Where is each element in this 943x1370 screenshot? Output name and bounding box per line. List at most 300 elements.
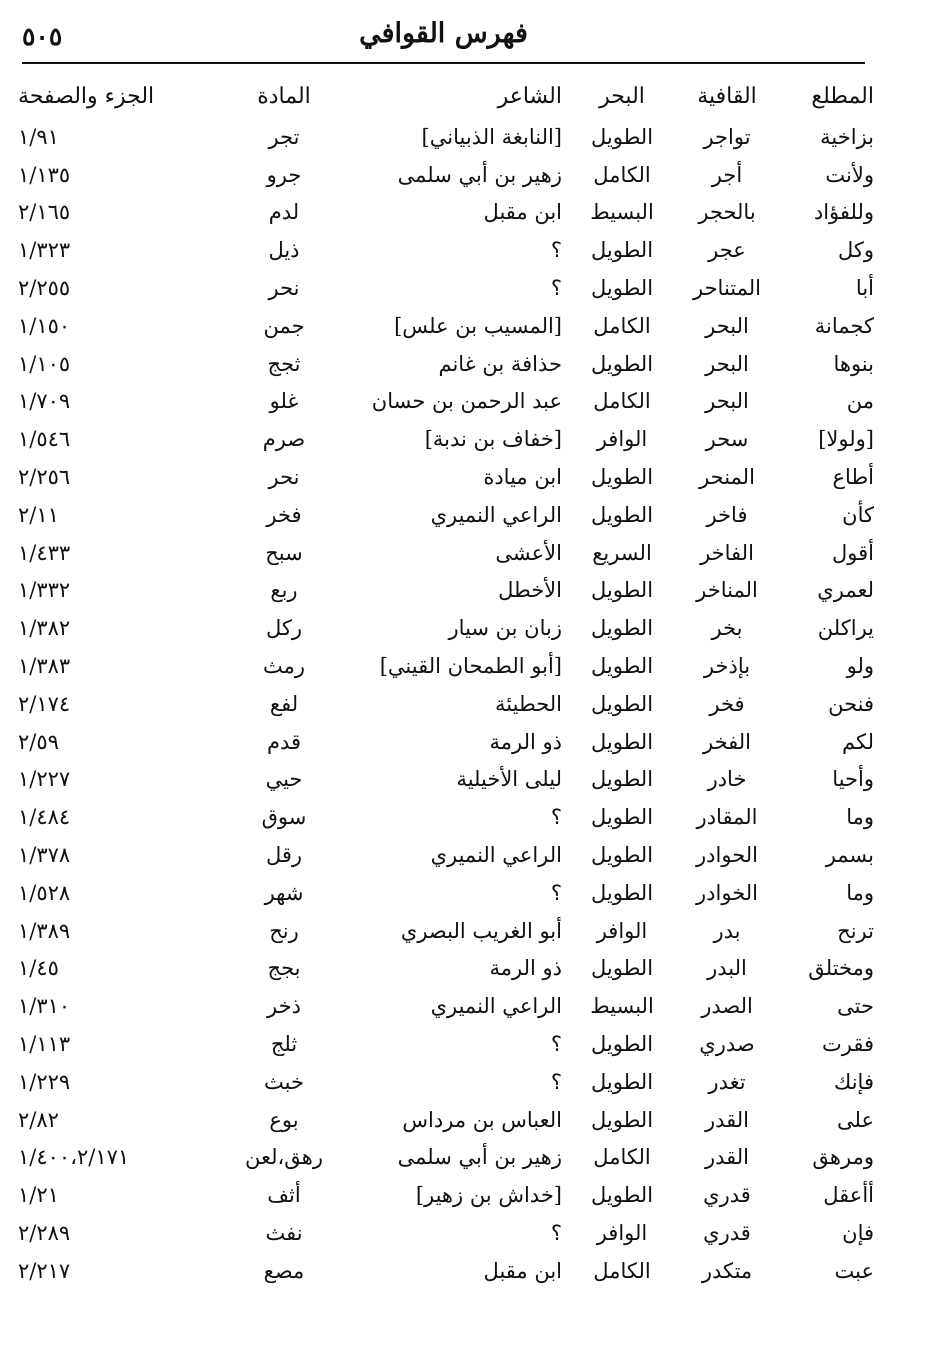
root-text: حيي bbox=[265, 767, 303, 792]
cell-volume-page bbox=[14, 269, 224, 307]
opening-word-text: على bbox=[837, 1107, 874, 1132]
root-text: غلو bbox=[269, 389, 299, 414]
cell-meter bbox=[576, 156, 668, 194]
cell-root bbox=[224, 118, 344, 156]
poet-text: زبان بن سيار bbox=[448, 616, 562, 641]
column-header-poet: الشاعر bbox=[497, 83, 562, 109]
cell-root bbox=[224, 836, 344, 874]
table-row bbox=[14, 912, 874, 950]
table-row bbox=[14, 609, 874, 647]
volume-page-text: ١/٣٣٢ bbox=[18, 578, 71, 603]
cell-root bbox=[224, 231, 344, 269]
volume-page-text: ٢/٢٥٥ bbox=[18, 276, 71, 301]
meter-text: الطويل bbox=[590, 805, 654, 830]
cell-root bbox=[224, 458, 344, 496]
volume-page-text: ١/٣٧٨ bbox=[18, 843, 71, 868]
volume-page-text: ٢/٥٩ bbox=[18, 729, 59, 754]
cell-rhyme-word bbox=[668, 685, 786, 723]
cell-volume-page bbox=[14, 156, 224, 194]
table-row bbox=[14, 194, 874, 232]
cell-meter bbox=[576, 609, 668, 647]
table-row bbox=[14, 950, 874, 988]
cell-poet bbox=[344, 269, 576, 307]
table-row bbox=[14, 1101, 874, 1139]
cell-meter bbox=[576, 118, 668, 156]
meter-text: الكامل bbox=[593, 162, 651, 187]
opening-word-text: وأحيا bbox=[832, 767, 874, 792]
table-row bbox=[14, 1063, 874, 1101]
table-row bbox=[14, 458, 874, 496]
root-text: بوع bbox=[269, 1107, 299, 1132]
page-number: ٥٠٥ bbox=[22, 22, 63, 51]
cell-root bbox=[224, 1063, 344, 1101]
cell-opening-word bbox=[786, 950, 874, 988]
poet-text: [خفاف بن ندبة] bbox=[424, 427, 562, 452]
cell-meter bbox=[576, 836, 668, 874]
meter-text: الطويل bbox=[590, 502, 654, 527]
volume-page-text: ١/٤٠٠،٢/١٧١ bbox=[18, 1145, 130, 1170]
rhyme-word-text: البحر bbox=[705, 389, 749, 414]
cell-poet bbox=[344, 685, 576, 723]
root-text: أثف bbox=[267, 1183, 301, 1208]
cell-meter bbox=[576, 345, 668, 383]
cell-opening-word bbox=[786, 685, 874, 723]
cell-opening-word bbox=[786, 647, 874, 685]
rhyme-word-text: القدر bbox=[704, 1145, 750, 1170]
cell-rhyme-word bbox=[668, 118, 786, 156]
cell-opening-word bbox=[786, 874, 874, 912]
table-row bbox=[14, 345, 874, 383]
cell-meter bbox=[576, 798, 668, 836]
cell-poet bbox=[344, 307, 576, 345]
cell-meter bbox=[576, 912, 668, 950]
table-row bbox=[14, 836, 874, 874]
volume-page-text: ٢/٢١٧ bbox=[18, 1258, 71, 1283]
cell-meter bbox=[576, 420, 668, 458]
cell-poet bbox=[344, 1214, 576, 1252]
meter-text: البسيط bbox=[590, 994, 654, 1019]
table-row bbox=[14, 156, 874, 194]
root-text: نحر bbox=[268, 465, 300, 490]
rhyme-word-text: تواجر bbox=[703, 124, 751, 149]
cell-opening-word bbox=[786, 458, 874, 496]
poet-text: [النابغة الذبياني] bbox=[421, 124, 562, 149]
cell-poet bbox=[344, 534, 576, 572]
volume-page-text: ١/٣٨٩ bbox=[18, 918, 71, 943]
cell-opening-word bbox=[786, 269, 874, 307]
cell-rhyme-word bbox=[668, 761, 786, 799]
cell-root bbox=[224, 534, 344, 572]
opening-word-text: حتى bbox=[837, 994, 874, 1019]
meter-text: الوافر bbox=[596, 918, 648, 943]
rhyme-word-text: تغدر bbox=[708, 1069, 746, 1094]
cell-opening-word bbox=[786, 496, 874, 534]
poet-text: [أبو الطمحان القيني] bbox=[379, 654, 562, 679]
rhyme-word-text: الفخر bbox=[703, 729, 751, 754]
opening-word-text: كجمانة bbox=[814, 313, 874, 338]
meter-text: الطويل bbox=[590, 578, 654, 603]
poet-text: ؟ bbox=[550, 805, 562, 830]
opening-word-text: بسمر bbox=[825, 843, 874, 868]
table-row bbox=[14, 118, 874, 156]
cell-root bbox=[224, 685, 344, 723]
cell-root bbox=[224, 723, 344, 761]
table-row bbox=[14, 1176, 874, 1214]
rhyme-word-text: قدري bbox=[703, 1221, 751, 1245]
cell-opening-word bbox=[786, 1252, 874, 1290]
cell-opening-word bbox=[786, 118, 874, 156]
root-text: تجر bbox=[268, 124, 300, 149]
table-row bbox=[14, 723, 874, 761]
root-text: ثجج bbox=[267, 351, 301, 376]
cell-root bbox=[224, 383, 344, 421]
rhyme-word-text: البحر bbox=[705, 313, 749, 338]
rhyme-word-text: المناخر bbox=[696, 578, 758, 603]
cell-poet bbox=[344, 383, 576, 421]
poet-text: الراعي النميري bbox=[430, 502, 562, 527]
volume-page-text: ١/٢١ bbox=[18, 1183, 59, 1208]
cell-root bbox=[224, 156, 344, 194]
root-text: ركل bbox=[265, 616, 303, 641]
poet-text: [المسيب بن علس] bbox=[394, 313, 562, 338]
volume-page-text: ١/٢٢٧ bbox=[18, 767, 71, 792]
poet-text: الحطيئة bbox=[495, 691, 562, 716]
meter-text: الكامل bbox=[593, 313, 651, 338]
table-row bbox=[14, 685, 874, 723]
poet-text: ؟ bbox=[550, 276, 562, 301]
opening-word-text: ولأنت bbox=[825, 162, 874, 187]
cell-poet bbox=[344, 420, 576, 458]
meter-text: الطويل bbox=[590, 1107, 654, 1132]
poet-text: حذافة بن غانم bbox=[438, 351, 562, 376]
poet-text: أبو الغريب البصري bbox=[400, 918, 562, 943]
cell-poet bbox=[344, 609, 576, 647]
meter-text: الوافر bbox=[596, 1221, 648, 1245]
rhyme-word-text: عجر bbox=[708, 238, 746, 263]
volume-page-text: ١/٤٣٣ bbox=[18, 540, 71, 565]
rhyme-word-text: صدري bbox=[699, 1032, 755, 1057]
cell-rhyme-word bbox=[668, 1101, 786, 1139]
poet-text: [خداش بن زهير] bbox=[415, 1183, 562, 1208]
cell-opening-word bbox=[786, 420, 874, 458]
cell-meter bbox=[576, 1063, 668, 1101]
cell-rhyme-word bbox=[668, 307, 786, 345]
opening-word-text: ومختلق bbox=[808, 956, 874, 981]
cell-meter bbox=[576, 383, 668, 421]
root-text: رهق،لعن bbox=[244, 1145, 324, 1170]
meter-text: السريع bbox=[592, 540, 652, 565]
cell-rhyme-word bbox=[668, 345, 786, 383]
volume-page-text: ١/٥٤٦ bbox=[18, 427, 71, 452]
poet-text: زهير بن أبي سلمى bbox=[397, 1145, 562, 1170]
cell-volume-page bbox=[14, 572, 224, 610]
cell-poet bbox=[344, 950, 576, 988]
cell-rhyme-word bbox=[668, 383, 786, 421]
cell-poet bbox=[344, 723, 576, 761]
cell-poet bbox=[344, 194, 576, 232]
rhyme-word-text: الخوادر bbox=[696, 880, 758, 905]
table-row bbox=[14, 572, 874, 610]
cell-rhyme-word bbox=[668, 420, 786, 458]
opening-word-text: وللفؤاد bbox=[813, 200, 874, 225]
rhyme-word-text: المتناحر bbox=[692, 276, 761, 301]
cell-volume-page bbox=[14, 1252, 224, 1290]
table-row bbox=[14, 1252, 874, 1290]
poet-text: ابن ميادة bbox=[483, 465, 562, 490]
cell-poet bbox=[344, 761, 576, 799]
cell-rhyme-word bbox=[668, 458, 786, 496]
poet-text: العباس بن مرداس bbox=[402, 1107, 562, 1132]
root-text: رقل bbox=[265, 843, 303, 868]
cell-meter bbox=[576, 950, 668, 988]
opening-word-text: بنوها bbox=[833, 351, 874, 376]
volume-page-text: ٢/١٦٥ bbox=[18, 200, 71, 225]
volume-page-text: ١/١٣٥ bbox=[18, 162, 71, 187]
rhyme-word-text: قدري bbox=[703, 1183, 751, 1208]
cell-rhyme-word bbox=[668, 723, 786, 761]
rhyme-word-text: الفاخر bbox=[700, 540, 754, 565]
cell-meter bbox=[576, 1252, 668, 1290]
table-row bbox=[14, 1025, 874, 1063]
cell-meter bbox=[576, 1025, 668, 1063]
cell-rhyme-word bbox=[668, 647, 786, 685]
cell-opening-word bbox=[786, 383, 874, 421]
root-text: ذخر bbox=[267, 994, 301, 1019]
table-row bbox=[14, 874, 874, 912]
rhyme-word-text: سحر bbox=[705, 427, 749, 452]
poet-text: ؟ bbox=[550, 238, 562, 263]
root-text: نفث bbox=[265, 1221, 303, 1245]
cell-meter bbox=[576, 269, 668, 307]
table-row bbox=[14, 420, 874, 458]
rhyme-word-text: بخر bbox=[711, 616, 743, 641]
cell-root bbox=[224, 798, 344, 836]
cell-poet bbox=[344, 496, 576, 534]
table-row bbox=[14, 231, 874, 269]
rhyme-word-text: المنحر bbox=[699, 465, 755, 490]
meter-text: الطويل bbox=[590, 351, 654, 376]
opening-word-text: بزاخية bbox=[820, 124, 874, 149]
cell-opening-word bbox=[786, 798, 874, 836]
rhyme-word-text: القدر bbox=[704, 1107, 750, 1132]
cell-volume-page bbox=[14, 118, 224, 156]
poet-text: ؟ bbox=[550, 1069, 562, 1094]
cell-root bbox=[224, 1025, 344, 1063]
cell-poet bbox=[344, 647, 576, 685]
cell-volume-page bbox=[14, 647, 224, 685]
cell-rhyme-word bbox=[668, 156, 786, 194]
cell-volume-page bbox=[14, 950, 224, 988]
cell-meter bbox=[576, 723, 668, 761]
meter-text: الطويل bbox=[590, 691, 654, 716]
root-text: نحر bbox=[268, 276, 300, 301]
cell-volume-page bbox=[14, 458, 224, 496]
table-row bbox=[14, 383, 874, 421]
rhyme-word-text: أجر bbox=[711, 162, 743, 187]
volume-page-text: ١/٧٠٩ bbox=[18, 389, 71, 414]
cell-rhyme-word bbox=[668, 534, 786, 572]
cell-rhyme-word bbox=[668, 231, 786, 269]
table-row bbox=[14, 1139, 874, 1177]
opening-word-text: أطاع bbox=[832, 465, 874, 490]
cell-opening-word bbox=[786, 912, 874, 950]
cell-meter bbox=[576, 1101, 668, 1139]
meter-text: الطويل bbox=[590, 238, 654, 263]
opening-word-text: أقول bbox=[832, 540, 874, 565]
meter-text: الطويل bbox=[590, 956, 654, 981]
poet-text: الأخطل bbox=[498, 578, 562, 603]
cell-root bbox=[224, 194, 344, 232]
cell-volume-page bbox=[14, 609, 224, 647]
meter-text: الطويل bbox=[590, 1032, 654, 1057]
cell-poet bbox=[344, 798, 576, 836]
cell-meter bbox=[576, 647, 668, 685]
meter-text: الطويل bbox=[590, 124, 654, 149]
poet-text: الأعشى bbox=[495, 540, 562, 565]
opening-word-text: [ولولا] bbox=[818, 427, 874, 452]
volume-page-text: ٢/٨٢ bbox=[18, 1107, 59, 1132]
cell-rhyme-word bbox=[668, 609, 786, 647]
cell-opening-word bbox=[786, 572, 874, 610]
rhyme-word-text: الحوادر bbox=[696, 843, 758, 868]
cell-rhyme-word bbox=[668, 1025, 786, 1063]
column-header-meter: البحر bbox=[599, 83, 645, 109]
opening-word-text: فقرت bbox=[821, 1032, 874, 1057]
cell-opening-word bbox=[786, 761, 874, 799]
root-text: فخر bbox=[266, 502, 302, 527]
cell-meter bbox=[576, 231, 668, 269]
cell-root bbox=[224, 647, 344, 685]
cell-rhyme-word bbox=[668, 572, 786, 610]
cell-poet bbox=[344, 156, 576, 194]
table-row bbox=[14, 534, 874, 572]
cell-opening-word bbox=[786, 194, 874, 232]
cell-root bbox=[224, 1214, 344, 1252]
cell-poet bbox=[344, 1139, 576, 1177]
volume-page-text: ١/١٥٠ bbox=[18, 313, 71, 338]
meter-text: البسيط bbox=[590, 200, 654, 225]
table-header-row bbox=[14, 74, 874, 118]
cell-volume-page bbox=[14, 1214, 224, 1252]
cell-volume-page bbox=[14, 307, 224, 345]
cell-volume-page bbox=[14, 345, 224, 383]
opening-word-text: لكم bbox=[842, 729, 874, 754]
meter-text: الطويل bbox=[590, 616, 654, 641]
cell-opening-word bbox=[786, 609, 874, 647]
poet-text: ؟ bbox=[550, 880, 562, 905]
table-row bbox=[14, 307, 874, 345]
table-row bbox=[14, 269, 874, 307]
volume-page-text: ١/٣٨٢ bbox=[18, 616, 71, 641]
cell-meter bbox=[576, 1139, 668, 1177]
cell-rhyme-word bbox=[668, 194, 786, 232]
root-text: قدم bbox=[266, 729, 302, 754]
root-text: سبح bbox=[265, 540, 303, 565]
cell-opening-word bbox=[786, 1214, 874, 1252]
cell-poet bbox=[344, 912, 576, 950]
cell-root bbox=[224, 269, 344, 307]
opening-word-text: يراكلن bbox=[817, 616, 874, 641]
root-text: صرم bbox=[262, 427, 306, 452]
cell-volume-page bbox=[14, 534, 224, 572]
cell-poet bbox=[344, 874, 576, 912]
cell-volume-page bbox=[14, 194, 224, 232]
poet-text: زهير بن أبي سلمى bbox=[397, 162, 562, 187]
cell-meter bbox=[576, 194, 668, 232]
cell-meter bbox=[576, 685, 668, 723]
volume-page-text: ١/١١٣ bbox=[18, 1032, 71, 1057]
root-text: ذيل bbox=[268, 238, 300, 263]
rhyme-word-text: البحر bbox=[705, 351, 749, 376]
volume-page-text: ١/٢٢٩ bbox=[18, 1069, 71, 1094]
rhyme-word-text: فاخر bbox=[706, 502, 748, 527]
opening-word-text: ولو bbox=[846, 654, 874, 679]
cell-volume-page bbox=[14, 1063, 224, 1101]
cell-poet bbox=[344, 231, 576, 269]
opening-word-text: ومرهق bbox=[812, 1145, 874, 1170]
rhyme-word-text: خادر bbox=[707, 767, 747, 792]
rhyme-word-text: بالحجر bbox=[698, 200, 756, 225]
poet-text: ؟ bbox=[550, 1221, 562, 1245]
cell-root bbox=[224, 496, 344, 534]
root-text: رمث bbox=[262, 654, 305, 679]
cell-root bbox=[224, 572, 344, 610]
volume-page-text: ١/٤٨٤ bbox=[18, 805, 71, 830]
meter-text: الطويل bbox=[590, 1183, 654, 1208]
cell-meter bbox=[576, 1214, 668, 1252]
volume-page-text: ١/١٠٥ bbox=[18, 351, 71, 376]
cell-poet bbox=[344, 1101, 576, 1139]
opening-word-text: أأعقل bbox=[823, 1183, 874, 1208]
poet-text: ليلى الأخيلية bbox=[456, 767, 562, 792]
rhyme-word-text: متكدر bbox=[701, 1258, 753, 1283]
cell-meter bbox=[576, 761, 668, 799]
rhyme-word-text: بدر bbox=[713, 918, 741, 943]
meter-text: الطويل bbox=[590, 654, 654, 679]
meter-text: الوافر bbox=[596, 427, 648, 452]
cell-rhyme-word bbox=[668, 1139, 786, 1177]
cell-root bbox=[224, 1176, 344, 1214]
cell-volume-page bbox=[14, 1101, 224, 1139]
cell-root bbox=[224, 345, 344, 383]
table-row bbox=[14, 1214, 874, 1252]
root-text: ثلج bbox=[270, 1032, 298, 1057]
cell-root bbox=[224, 987, 344, 1025]
root-text: جرو bbox=[266, 162, 302, 187]
meter-text: الطويل bbox=[590, 843, 654, 868]
cell-poet bbox=[344, 1252, 576, 1290]
poet-text: ؟ bbox=[550, 1032, 562, 1057]
volume-page-text: ١/٤٥ bbox=[18, 956, 59, 981]
column-header-opening: المطلع bbox=[811, 83, 874, 109]
opening-word-text: عبت bbox=[834, 1258, 874, 1283]
cell-root bbox=[224, 420, 344, 458]
cell-opening-word bbox=[786, 987, 874, 1025]
cell-volume-page bbox=[14, 1139, 224, 1177]
meter-text: الطويل bbox=[590, 1069, 654, 1094]
table-body bbox=[14, 118, 874, 1290]
cell-meter bbox=[576, 572, 668, 610]
cell-rhyme-word bbox=[668, 1214, 786, 1252]
poet-text: الراعي النميري bbox=[430, 994, 562, 1019]
root-text: لدم bbox=[268, 200, 300, 225]
column-header-volume-page: الجزء والصفحة bbox=[18, 83, 155, 109]
cell-root bbox=[224, 1139, 344, 1177]
cell-volume-page bbox=[14, 761, 224, 799]
cell-volume-page bbox=[14, 383, 224, 421]
cell-opening-word bbox=[786, 345, 874, 383]
cell-volume-page bbox=[14, 912, 224, 950]
